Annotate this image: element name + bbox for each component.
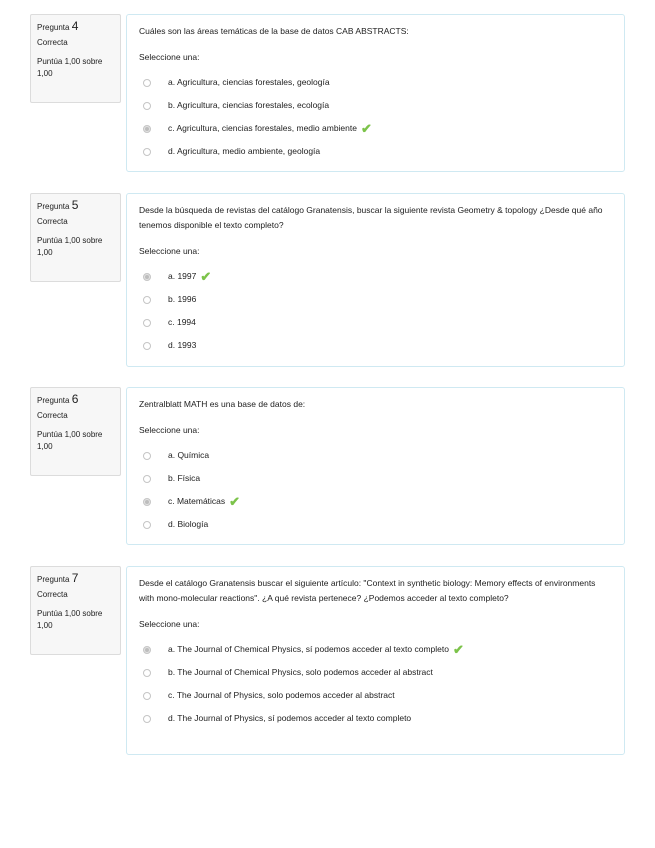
question-grade: Puntúa 1,00 sobre 1,00 (37, 236, 103, 257)
question-state: Correcta (37, 38, 68, 47)
question-state: Correcta (37, 411, 68, 420)
radio-button[interactable] (143, 521, 151, 529)
answer-option-a[interactable]: a. Química (139, 444, 612, 467)
answer-prompt: Seleccione una: (139, 52, 200, 62)
answer-option-c[interactable]: c. Matemáticas ✔ (139, 490, 612, 513)
question-text: Zentralblatt MATH es una base de datos de: (139, 399, 306, 409)
radio-button[interactable] (143, 452, 151, 460)
radio-button-selected[interactable] (143, 125, 151, 133)
answer-option-d[interactable]: d. The Journal of Physics, sí podemos acceder al texto completo (139, 707, 612, 730)
question-number: Pregunta 6 (37, 392, 79, 406)
radio-button[interactable] (143, 669, 151, 677)
correct-check-icon: ✔ (452, 641, 464, 657)
question-state: Correcta (37, 217, 68, 226)
radio-button-selected[interactable] (143, 498, 151, 506)
correct-check-icon: ✔ (229, 493, 241, 509)
answer-option-a[interactable]: a. 1997 ✔ (139, 265, 612, 288)
radio-button-selected[interactable] (143, 646, 151, 654)
question-grade: Puntúa 1,00 sobre 1,00 (37, 57, 103, 78)
radio-button[interactable] (143, 692, 151, 700)
answer-option-b[interactable]: b. Física (139, 467, 612, 490)
question-content (126, 566, 625, 755)
answer-options (139, 444, 612, 536)
answer-option-d[interactable]: d. Biología (139, 513, 612, 536)
question-info (30, 14, 121, 103)
question-grade: Puntúa 1,00 sobre 1,00 (37, 609, 103, 630)
answer-option-a[interactable]: a. Agricultura, ciencias forestales, geología (139, 71, 612, 94)
correct-check-icon: ✔ (360, 120, 372, 136)
answer-options (139, 265, 612, 357)
radio-button[interactable] (143, 342, 151, 350)
answer-options (139, 71, 612, 163)
question-content (126, 387, 625, 545)
question-info (30, 193, 121, 282)
question-number: Pregunta 4 (37, 19, 79, 33)
question-number: Pregunta 7 (37, 571, 79, 585)
radio-button[interactable] (143, 79, 151, 87)
question-state: Correcta (37, 590, 68, 599)
radio-button[interactable] (143, 296, 151, 304)
question-content (126, 14, 625, 172)
radio-button[interactable] (143, 475, 151, 483)
question-text: Desde el catálogo Granatensis buscar el siguiente artículo: "Context in synthetic biology: Memory effects of environments with mono-molecular reactions". ¿A qué revista pertenece? ¿Podemos acceder al texto completo? (139, 578, 596, 603)
answer-option-a[interactable]: a. The Journal of Chemical Physics, sí podemos acceder al texto completo ✔ (139, 638, 612, 661)
answer-option-b[interactable]: b. Agricultura, ciencias forestales, ecología (139, 94, 612, 117)
question-content (126, 193, 625, 367)
answer-option-b[interactable]: b. 1996 (139, 288, 612, 311)
answer-option-d[interactable]: d. 1993 (139, 334, 612, 357)
correct-check-icon: ✔ (200, 268, 212, 284)
answer-option-c[interactable]: c. 1994 (139, 311, 612, 334)
answer-prompt: Seleccione una: (139, 619, 200, 629)
radio-button[interactable] (143, 715, 151, 723)
radio-button[interactable] (143, 148, 151, 156)
radio-button-selected[interactable] (143, 273, 151, 281)
question-info (30, 387, 121, 476)
question-info (30, 566, 121, 655)
answer-option-b[interactable]: b. The Journal of Chemical Physics, solo podemos acceder al abstract (139, 661, 612, 684)
radio-button[interactable] (143, 102, 151, 110)
radio-button[interactable] (143, 319, 151, 327)
answer-option-c[interactable]: c. The Journal of Physics, solo podemos acceder al abstract (139, 684, 612, 707)
answer-option-d[interactable]: d. Agricultura, medio ambiente, geología (139, 140, 612, 163)
question-grade: Puntúa 1,00 sobre 1,00 (37, 430, 103, 451)
answer-prompt: Seleccione una: (139, 246, 200, 256)
question-text: Cuáles son las áreas temáticas de la base de datos CAB ABSTRACTS: (139, 26, 409, 36)
answer-options (139, 638, 612, 730)
question-text: Desde la búsqueda de revistas del catálogo Granatensis, buscar la siguiente revista Geometry & topology ¿Desde qué año tenemos disponible el texto completo? (139, 205, 603, 230)
question-number: Pregunta 5 (37, 198, 79, 212)
answer-option-c[interactable]: c. Agricultura, ciencias forestales, medio ambiente ✔ (139, 117, 612, 140)
answer-prompt: Seleccione una: (139, 425, 200, 435)
